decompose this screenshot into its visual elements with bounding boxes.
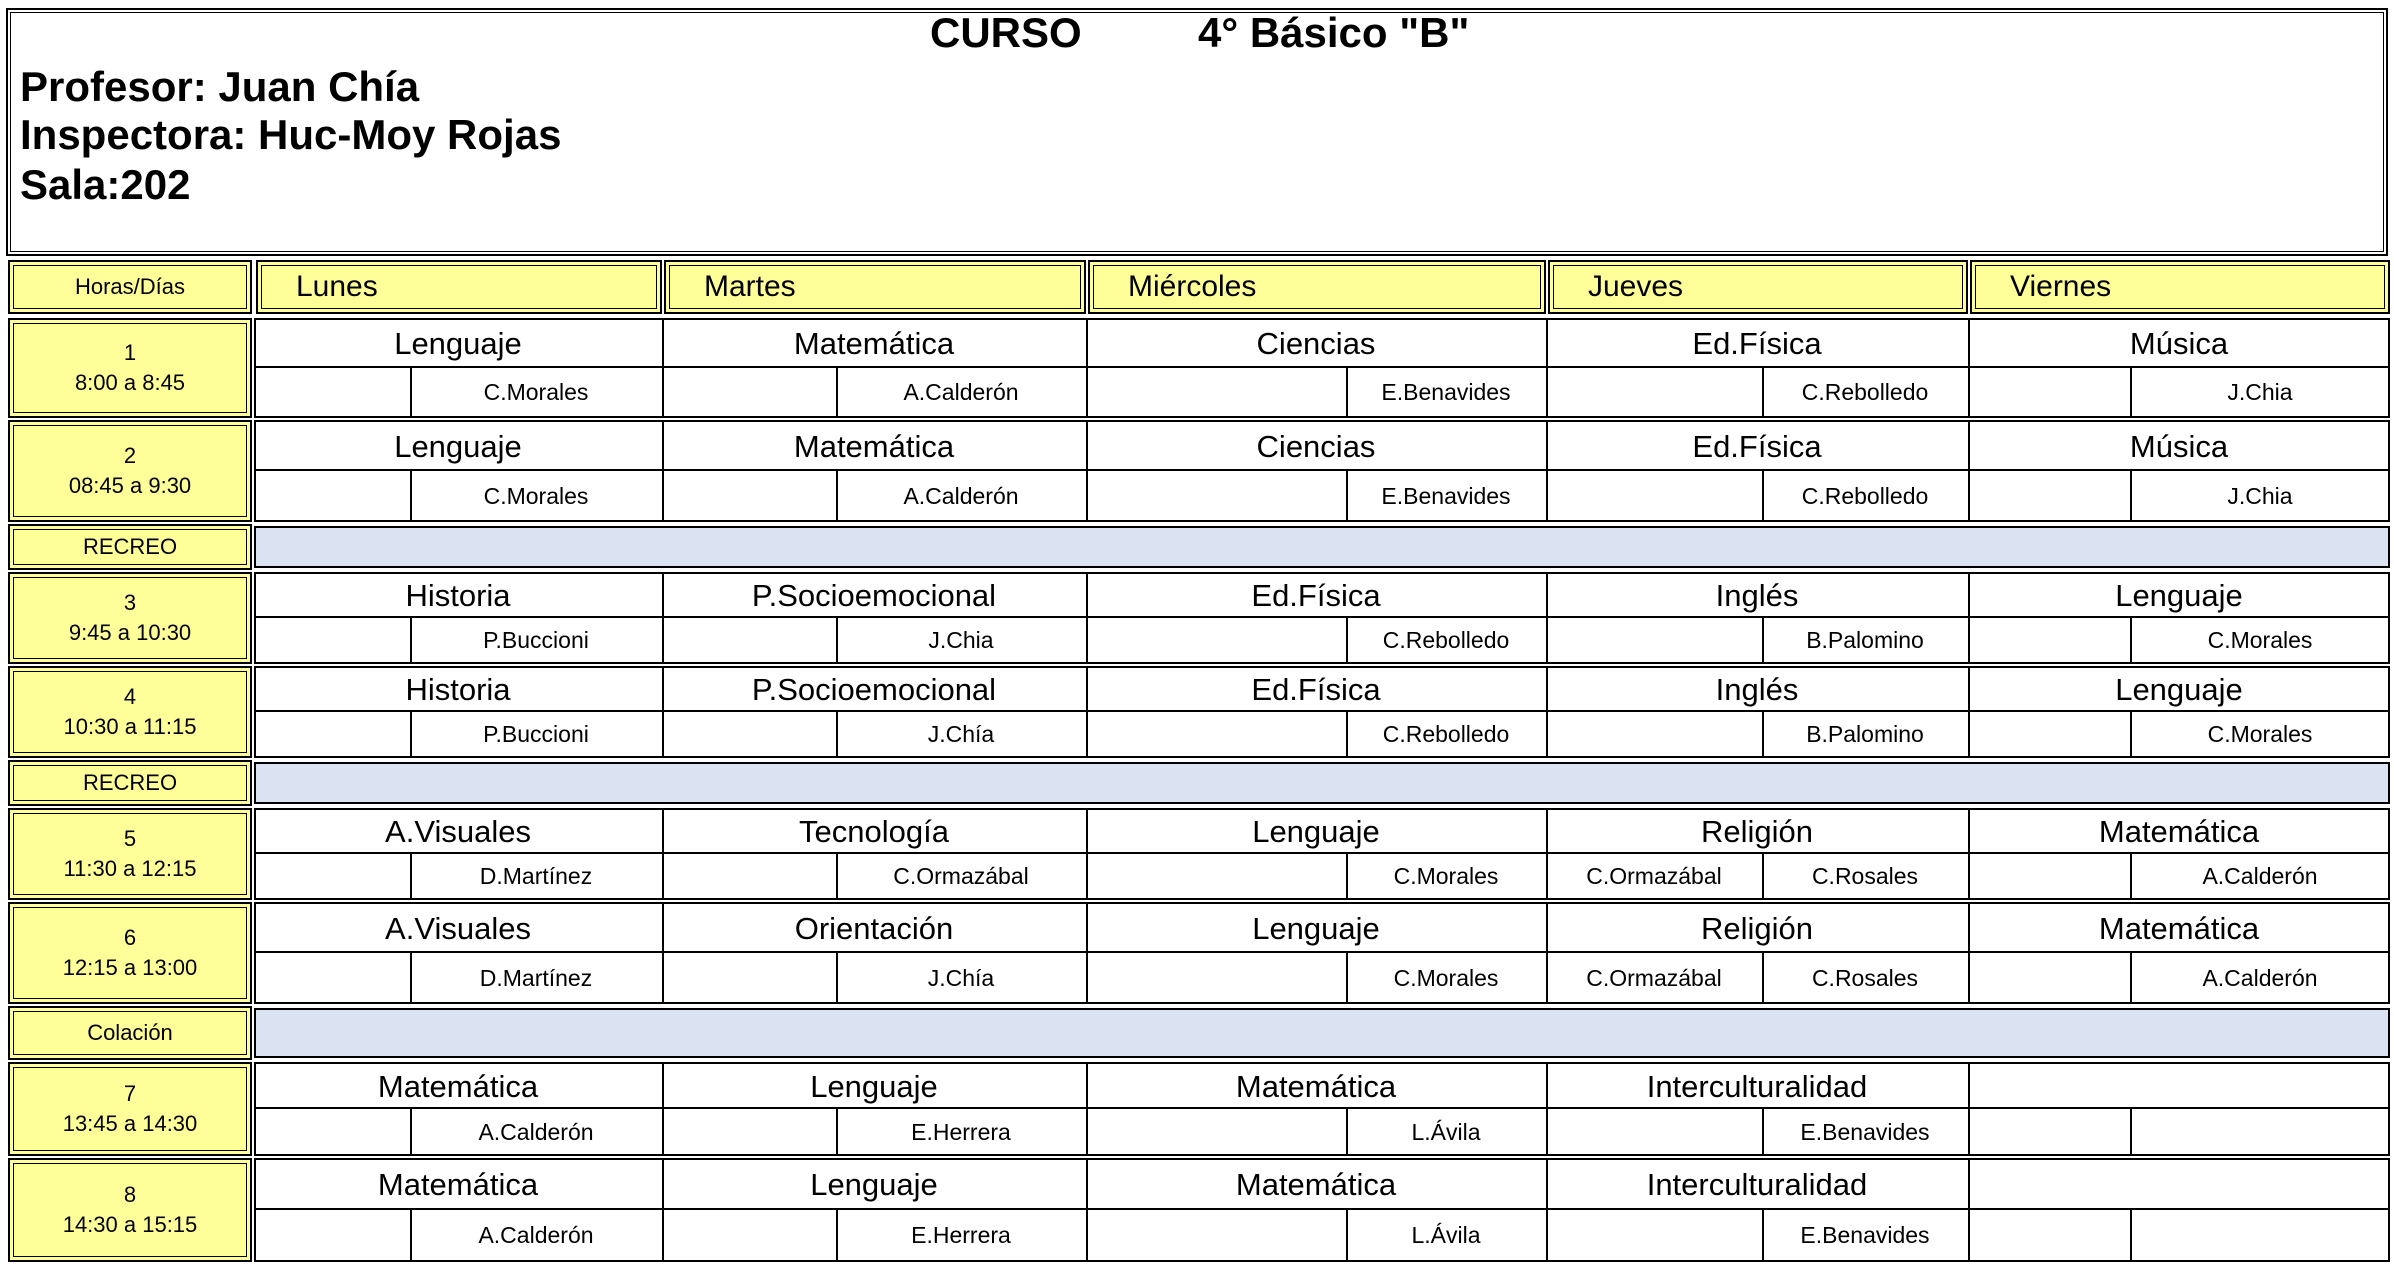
teacher-name: J.Chía [927,721,995,747]
teacher-name: L.Ávila [1411,1222,1481,1248]
period-cell [8,1062,252,1156]
subject-name: Ciencias [1256,326,1376,361]
period-cell [8,420,252,522]
break-label: Colación [8,1006,252,1060]
teacher-name: B.Palomino [1806,627,1924,653]
break-label: RECREO [8,760,252,806]
header-corner: Horas/Días [8,260,252,314]
period-time: 10:30 a 11:15 [63,714,197,739]
teacher-name: D.Martínez [479,863,593,889]
row-border [254,520,2390,522]
subject-name: Música [2129,429,2229,464]
period-cell [8,572,252,664]
subject-name: Ciencias [1256,429,1376,464]
day-header: Jueves [1548,260,1968,314]
inspector-name: Inspectora: Huc-Moy Rojas [20,111,562,158]
subject-name: Matemática [793,326,955,361]
subject-name: Orientación [794,911,954,946]
period-time: 12:15 a 13:00 [62,955,198,980]
subject-name: Religión [1700,814,1813,849]
subject-name: A.Visuales [385,911,531,946]
teacher-name: B.Palomino [1806,721,1924,747]
row-border [254,1260,2390,1262]
period-number: 3 [123,590,137,616]
day-header: Lunes [256,260,662,314]
teacher-name: J.Chia [2227,379,2293,405]
col-border [1968,1158,1970,1262]
period-time: 14:30 a 15:15 [62,1212,198,1237]
teacher-name: L.Ávila [1411,1119,1481,1145]
row-divider [254,951,2390,953]
row-divider [254,852,2390,854]
teacher-name: C.Rebolledo [1801,483,1929,509]
row-border [254,318,2390,320]
row-divider [254,469,2390,471]
subject-name: Matemática [1235,1167,1397,1202]
teacher-name-secondary: C.Ormazábal [1586,863,1722,889]
period-number: 2 [123,443,137,469]
period-cell [8,666,252,758]
teacher-name: E.Benavides [1800,1222,1930,1248]
col-border [2388,318,2390,418]
period-cell [8,318,252,418]
row-divider [254,616,2390,618]
subject-name: Ed.Física [1692,429,1822,464]
day-header: Viernes [1970,260,2390,314]
col-border [2388,666,2390,758]
subject-name: Ed.Física [1251,578,1381,613]
subject-name: Matemática [1235,1069,1397,1104]
subject-name: Matemática [2098,911,2260,946]
teacher-name: J.Chia [2227,483,2293,509]
period-time: 8:00 a 8:45 [74,370,186,395]
subject-name: Lenguaje [810,1069,938,1104]
subject-name: Historia [405,578,511,613]
subject-name: Lenguaje [1252,814,1380,849]
day-header: Miércoles [1088,260,1546,314]
teacher-name: C.Morales [483,483,589,509]
break-band [254,1008,2390,1058]
col-border [2388,420,2390,522]
subject-name: Tecnología [799,814,949,849]
teacher-name: A.Calderón [2202,863,2318,889]
subject-name: Ed.Física [1692,326,1822,361]
period-time: 11:30 a 12:15 [63,856,197,881]
col-split [2130,1107,2132,1156]
teacher-name: A.Calderón [903,483,1019,509]
row-border [254,1158,2390,1160]
teacher-name: C.Rosales [1811,965,1919,991]
subject-name: Lenguaje [810,1167,938,1202]
period-cell [8,808,252,900]
room-number: Sala:202 [20,161,191,208]
row-divider [254,1107,2390,1109]
row-border [254,1062,2390,1064]
teacher-name: C.Morales [483,379,589,405]
teacher-name: C.Morales [1393,863,1499,889]
subject-name: Matemática [2098,814,2260,849]
teacher-name: D.Martínez [479,965,593,991]
teacher-name: C.Ormazábal [893,863,1029,889]
teacher-name: E.Benavides [1381,379,1511,405]
subject-name: P.Socioemocional [751,578,997,613]
break-label: RECREO [8,524,252,570]
teacher-name: A.Calderón [478,1222,594,1248]
period-time: 9:45 a 10:30 [68,620,192,645]
subject-name: Lenguaje [1252,911,1380,946]
row-border [254,420,2390,422]
row-border [254,666,2390,668]
teacher-name: C.Morales [1393,965,1499,991]
teacher-name: A.Calderón [2202,965,2318,991]
teacher-name: J.Chía [927,965,995,991]
teacher-name: E.Benavides [1381,483,1511,509]
row-border [254,902,2390,904]
row-border [254,756,2390,758]
subject-name: Lenguaje [394,326,522,361]
period-number: 5 [123,826,137,852]
row-divider [254,1208,2390,1210]
teacher-name: C.Rosales [1811,863,1919,889]
period-cell [8,902,252,1004]
subject-name: Lenguaje [2115,578,2243,613]
course-label: CURSO [930,9,1082,56]
period-time: 08:45 a 9:30 [68,473,192,498]
row-border [254,1002,2390,1004]
subject-name: Matemática [377,1167,539,1202]
subject-name: P.Socioemocional [751,672,997,707]
teacher-name: C.Morales [2207,627,2313,653]
col-border [2388,1158,2390,1262]
period-time: 13:45 a 14:30 [62,1111,198,1136]
teacher-name: A.Calderón [903,379,1019,405]
col-border [2388,1062,2390,1156]
course-name: 4° Básico "B" [1198,9,1470,56]
row-border [254,1154,2390,1156]
teacher-name: C.Rebolledo [1801,379,1929,405]
subject-name: Matemática [793,429,955,464]
row-border [254,808,2390,810]
row-border [254,572,2390,574]
break-band [254,762,2390,804]
subject-name: A.Visuales [385,814,531,849]
row-border [254,662,2390,664]
col-split [2130,1208,2132,1262]
subject-name: Lenguaje [394,429,522,464]
subject-name: Música [2129,326,2229,361]
period-cell [8,1158,252,1262]
subject-name: Interculturalidad [1646,1167,1868,1202]
teacher-name: E.Benavides [1800,1119,1930,1145]
teacher-name: A.Calderón [478,1119,594,1145]
teacher-name-secondary: C.Ormazábal [1586,965,1722,991]
col-border [2388,808,2390,900]
day-header: Martes [664,260,1086,314]
teacher-name: E.Herrera [911,1119,1011,1145]
teacher-name: C.Morales [2207,721,2313,747]
subject-name: Interculturalidad [1646,1069,1868,1104]
period-number: 8 [123,1182,137,1208]
subject-name: Ed.Física [1251,672,1381,707]
teacher-name: E.Herrera [911,1222,1011,1248]
subject-name: Lenguaje [2115,672,2243,707]
row-divider [254,366,2390,368]
teacher-name: J.Chia [928,627,994,653]
period-number: 6 [123,925,137,951]
period-number: 7 [123,1081,137,1107]
teacher-name: C.Rebolledo [1382,627,1510,653]
teacher-name: Profesor: Juan Chía [20,63,420,110]
row-border [254,416,2390,418]
teacher-name: P.Buccioni [483,721,589,747]
period-number: 4 [123,684,137,710]
subject-name: Matemática [377,1069,539,1104]
col-border [2388,572,2390,664]
subject-name: Inglés [1715,578,1799,613]
col-border [1968,1062,1970,1156]
teacher-name: P.Buccioni [483,627,589,653]
period-number: 1 [123,340,137,366]
row-border [254,898,2390,900]
break-band [254,526,2390,568]
subject-name: Religión [1700,911,1813,946]
col-border [2388,902,2390,1004]
teacher-name: C.Rebolledo [1382,721,1510,747]
subject-name: Historia [405,672,511,707]
row-divider [254,710,2390,712]
subject-name: Inglés [1715,672,1799,707]
